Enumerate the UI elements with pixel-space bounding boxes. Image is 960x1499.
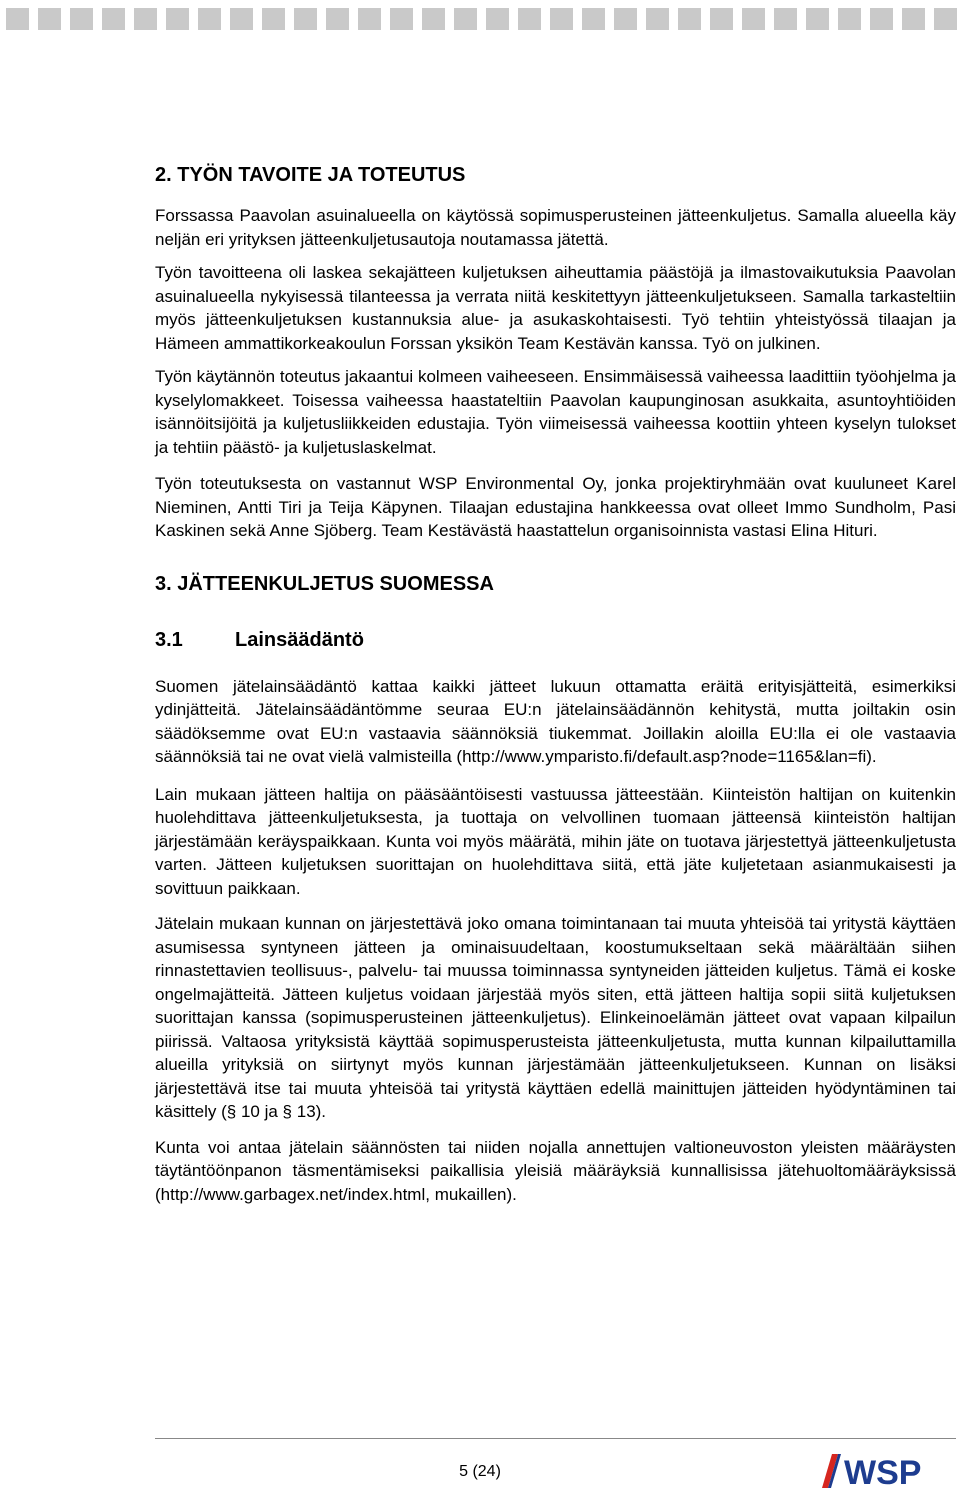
header-square (646, 8, 669, 30)
paragraph: Jätelain mukaan kunnan on järjestettävä joko omana toimintanaan tai muuta yhteisöä tai yritystä käyttäen asumisessa syntyneen jätteen ja ominaisuudeltaan, koostumukseltaan sekä määrältään siihen rinnastettavien teollisuus-, palvelu- tai muussa toiminnassa syntyneiden jätteiden kuljetus. Tämä ei koske ongelmajätteitä. Jätteen kuljetus voidaan järjestää myös siten, että jätteen haltija sopii siitä kuljetuksen suorittajan kanssa (sopimusperusteinen jätteenkuljetus). Elinkeinoelämän jätteet ovat vapaan kilpailun piirissä. Valtaosa yrityksistä käyttää sopimusperusteista jätteenkuljetusta, mutta kunnan kilpailuttamilla alueilla yrityksiä on siirtynyt myös kunnan järjestämään jätteenkuljetukseen. Kunnan on lisäksi järjestettävä itse tai muuta yhteisöä tai yritystä käyttäen edellä mainittujen jätteiden hyödyntäminen tai käsittely (§ 10 ja § 13). (155, 914, 956, 1121)
header-square (550, 8, 573, 30)
header-square (582, 8, 605, 30)
subsection-title: Lainsäädäntö (235, 628, 364, 651)
header-decoration-squares (0, 8, 960, 30)
header-square (198, 8, 221, 30)
header-square (614, 8, 637, 30)
header-square (934, 8, 957, 30)
header-square (166, 8, 189, 30)
header-square (230, 8, 253, 30)
header-square (134, 8, 157, 30)
header-square (710, 8, 733, 30)
paragraph: Työn käytännön toteutus jakaantui kolmeen vaiheeseen. Ensimmäisessä vaiheessa laadittiin työohjelma ja kyselylomakkeet. Toisessa vaiheessa haastateltiin Paavolan kaupunginosan asukkaita, asuntoyhtiöiden isännöitsijöitä ja kuljetusliikkeiden edustajia. Työn viimeisessä vaiheessa koottiin yhteen kyselyn tulokset ja tehtiin päästö- ja kuljetuslaskelmat. (155, 367, 956, 457)
header-square (838, 8, 861, 30)
page-number: 5 (24) (459, 1463, 501, 1480)
section-heading-2: 2. TYÖN TAVOITE JA TOTEUTUS (155, 164, 466, 186)
subsection-heading (155, 623, 956, 657)
header-square (38, 8, 61, 30)
header-square (102, 8, 125, 30)
header-square (70, 8, 93, 30)
header-square (870, 8, 893, 30)
header-square (422, 8, 445, 30)
header-square (358, 8, 381, 30)
paragraph: Työn toteutuksesta on vastannut WSP Environmental Oy, jonka projektiryhmään ovat kuuluneet Karel Nieminen, Antti Tiri ja Teija Käpynen. Tilaajan edustajina hankkeessa ovat olleet Immo Sundholm, Pasi Kaskinen sekä Anne Sjöberg. Team Kestävästä haastattelun organisoinnista vastasi Elina Hituri. (155, 474, 956, 540)
paragraph: Suomen jätelainsäädäntö kattaa kaikki jätteet lukuun ottamatta eräitä erityisjätteitä, esimerkiksi ydinjätteitä. Jätelainsäädäntömme seuraa EU:n jätelainsäädännön kehitystä, mutta joiltakin osin säädöksemme ovat EU:n vastaavia säännöksiä tiukemmat. Joillakin aloilla EU:lla ei ole vastaavia säännöksiä tai ne ovat vielä valmisteilla (http://www.ymparisto.fi/default.asp?node=1165&lan=fi). (155, 676, 956, 766)
header-square (326, 8, 349, 30)
header-square (902, 8, 925, 30)
paragraph: Kunta voi antaa jätelain säännösten tai niiden nojalla annettujen valtioneuvoston yleisten määräysten täytäntöönpanon täsmentämiseksi paikallisia yleisiä määräyksiä kunnallisissa jätehuoltomääräyksissä (http://www.garbagex.net/index.html, mukaillen). (155, 1137, 956, 1204)
wsp-logo (818, 1444, 948, 1492)
header-square (742, 8, 765, 30)
paragraph: Lain mukaan jätteen haltija on pääsääntöisesti vastuussa jätteestään. Kiinteistön haltijan on kuitenkin huolehdittava jätteenkuljetuksesta, ja tuottaja on velvollinen tuomaan jätteensä kiinteistön haltijan järjestämään keräyspaikkaan. Kunta voi myös määrätä, mihin jäte on tuotava järjestettyä jätteenkuljetusta varten. Jätteen kuljetuksen suorittajan on huolehdittava siitä, että jäte kuljetetaan asianmukaisesti ja sovittuun paikkaan. (155, 784, 956, 898)
header-square (806, 8, 829, 30)
section-heading-3: 3. JÄTTEENKULJETUS SUOMESSA (155, 572, 494, 595)
header-square (454, 8, 477, 30)
document-body (155, 158, 956, 1206)
logo-text: WSP (844, 1454, 922, 1492)
header-square (6, 8, 29, 30)
header-square (678, 8, 701, 30)
header-square (518, 8, 541, 30)
subsection-number: 3.1 (155, 628, 183, 651)
header-square (774, 8, 797, 30)
header-square (486, 8, 509, 30)
header-square (390, 8, 413, 30)
paragraph: Forssassa Paavolan asuinalueella on käytössä sopimusperusteinen jätteenkuljetus. Samalla alueella käy neljän eri yrityksen jätteenkuljetusautoja noutamassa jätettä. (155, 206, 956, 249)
paragraph: Työn tavoitteena oli laskea sekajätteen kuljetuksen aiheuttamia päästöjä ja ilmastovaikutuksia Paavolan asuinalueella nykyisessä tilanteessa ja verrata niitä keskitettyyn jätteenkuljetukseen. Samalla tarkasteltiin myös jätteenkuljetuksen kustannuksia alue- ja asukaskohtaisesti. Työ tehtiin yhteistyössä tilaajan ja Hämeen ammattikorkeakoulun Forssan yksikön Team Kestävän kanssa. Työ on julkinen. (155, 263, 956, 353)
header-square (262, 8, 285, 30)
header-square (294, 8, 317, 30)
footer-divider (155, 1438, 956, 1439)
